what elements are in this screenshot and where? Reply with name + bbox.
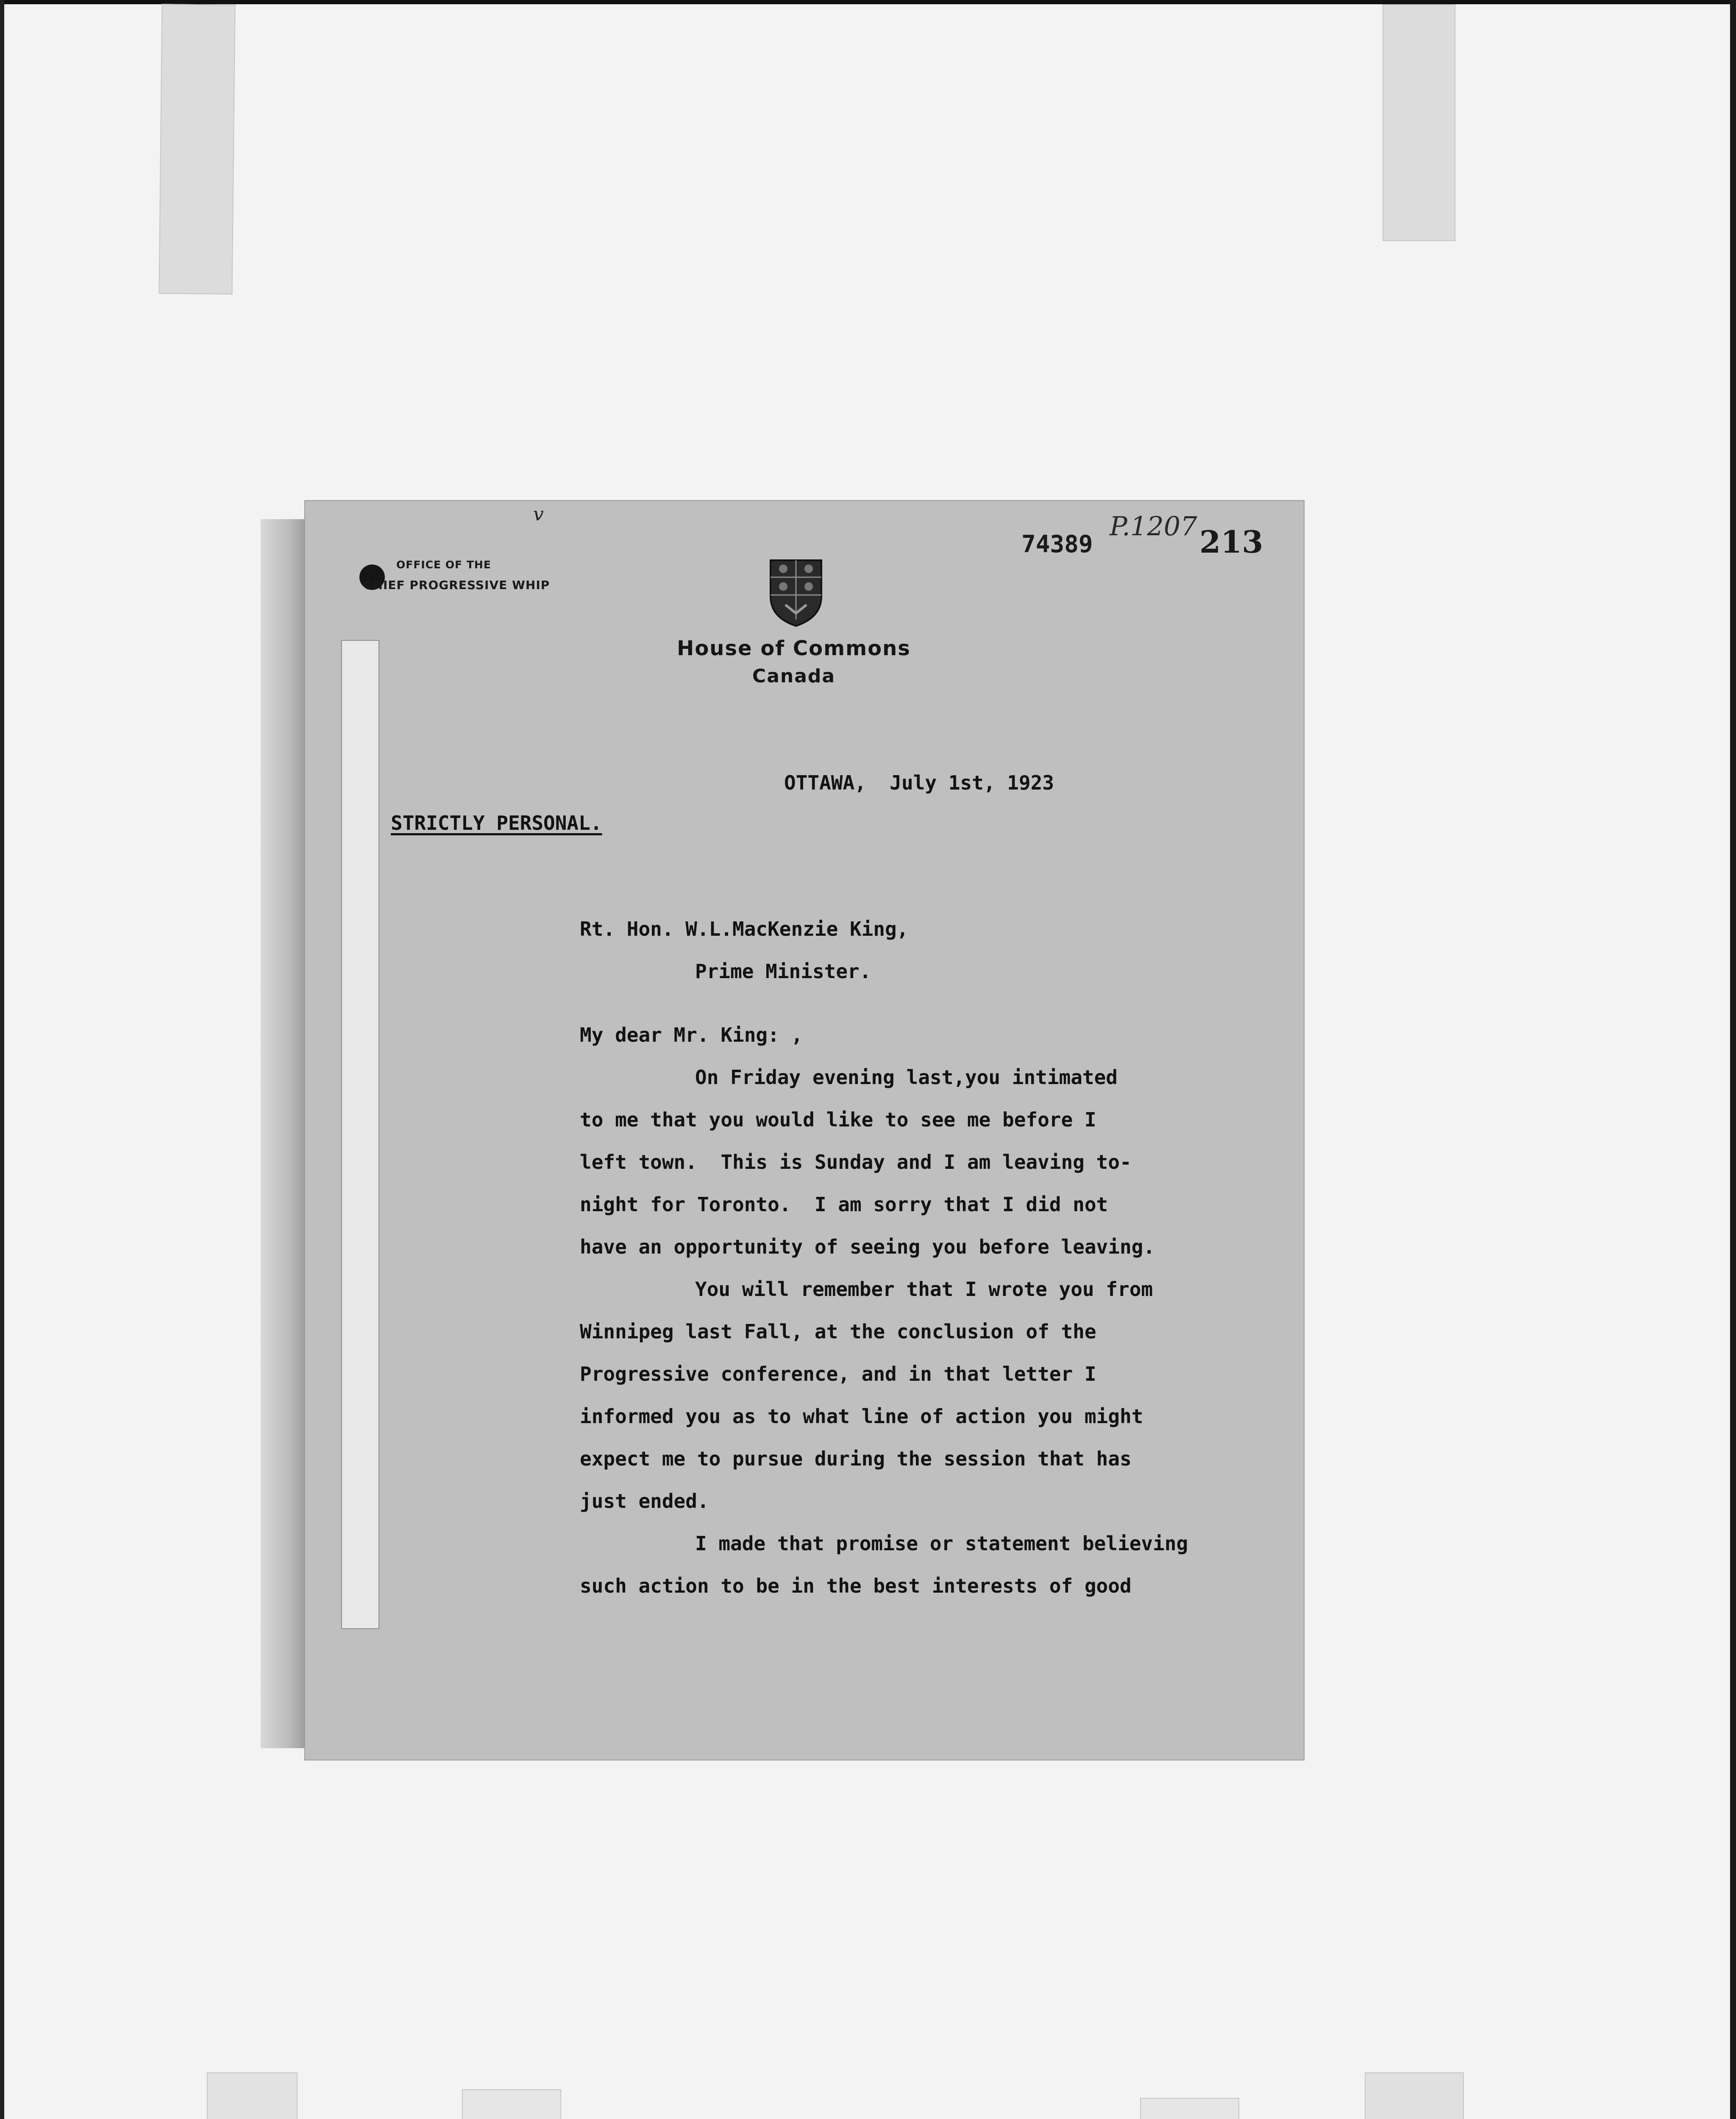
binding-strip [341,640,379,1629]
body-line: left town. This is Sunday and I am leaving to- [580,1151,1132,1174]
mounting-tape [1365,2072,1464,2119]
handwritten-note: P.1207 [1110,511,1197,542]
body-line: I made that promise or statement believing [695,1532,1188,1555]
mounting-tape [1383,4,1455,241]
page-number: 213 [1199,524,1263,560]
body-line: to me that you would like to see me before I [580,1108,1096,1131]
body-line: On Friday evening last,you intimated [695,1066,1118,1089]
film-border-left [0,0,4,2119]
body-line: Winnipeg last Fall, at the conclusion of the [580,1320,1096,1343]
body-line: just ended. [580,1490,709,1513]
mounting-tape [462,2089,561,2119]
recipient-title: Prime Minister. [695,960,871,983]
body-line: have an opportunity of seeing you before leaving. [580,1235,1155,1258]
strictly-personal-marking: STRICTLY PERSONAL. [391,812,602,834]
film-border-top [0,0,1736,4]
body-line: such action to be in the best interests of good [580,1574,1132,1597]
salutation: My dear Mr. King: , [580,1023,803,1046]
mounting-tape [207,2072,298,2119]
letter-shadow [261,519,307,1748]
body-line: night for Toronto. I am sorry that I did not [580,1193,1108,1216]
letterhead-whip-line: CHIEF PROGRESSIVE WHIP [364,578,550,592]
coat-of-arms-icon [766,556,826,628]
mounting-tape [1140,2098,1239,2119]
body-line: Progressive conference, and in that letter I [580,1363,1096,1385]
film-border-right [1730,0,1736,2119]
letterhead-office-line: OFFICE OF THE [396,559,491,571]
letterhead-country: Canada [752,665,836,687]
dateline: OTTAWA, July 1st, 1923 [784,771,1054,794]
mounting-tape [159,4,235,295]
letterhead-organization: House of Commons [677,637,911,660]
document-number: 74389 [1021,531,1093,558]
body-line: informed you as to what line of action you might [580,1405,1143,1428]
recipient-name: Rt. Hon. W.L.MacKenzie King, [580,918,909,940]
body-line: You will remember that I wrote you from [695,1278,1153,1301]
check-mark: v [533,503,544,525]
body-line: expect me to pursue during the session that has [580,1447,1132,1470]
